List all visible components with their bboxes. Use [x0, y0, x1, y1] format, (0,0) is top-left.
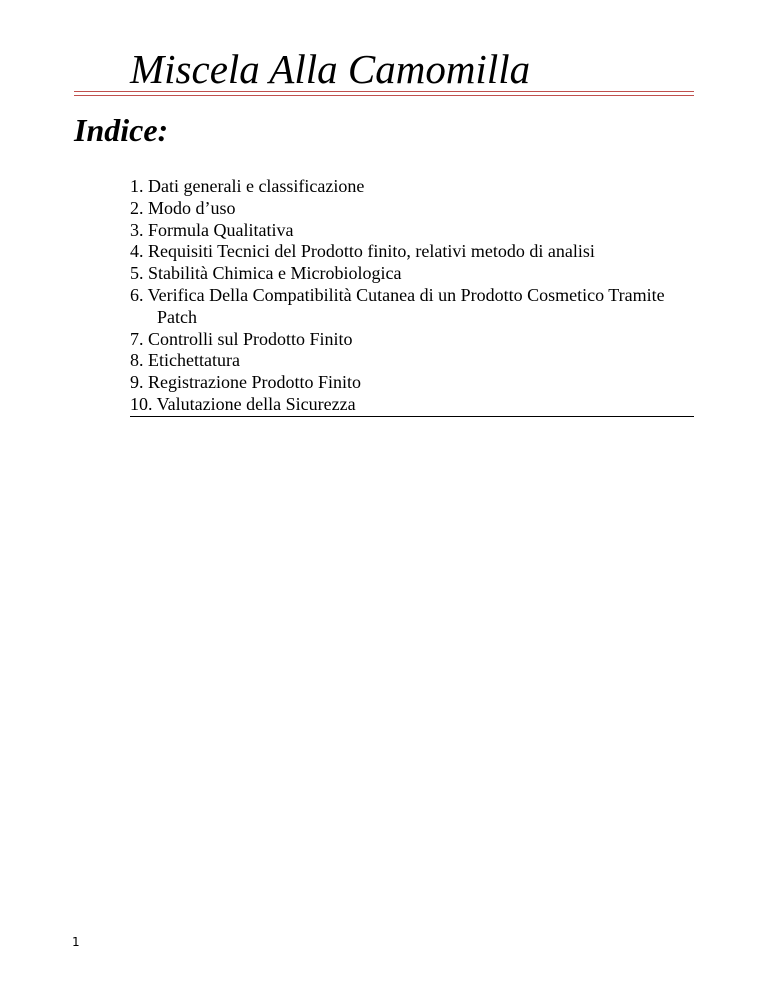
- toc-item: 9. Registrazione Prodotto Finito: [130, 372, 361, 393]
- toc-item: 3. Formula Qualitativa: [130, 219, 294, 240]
- title-divider: [74, 91, 694, 96]
- toc-item: 5. Stabilità Chimica e Microbiologica: [130, 263, 402, 284]
- toc-item: 1. Dati generali e classificazione: [130, 176, 365, 196]
- index-heading: Indice:: [74, 112, 169, 148]
- toc-item: 6. Verifica Della Compatibilità Cutanea di un Prodotto Cosmetico Tramite Patch: [130, 284, 665, 327]
- page-number: 1: [72, 935, 80, 949]
- table-of-contents: [130, 176, 694, 417]
- toc-item: 8. Etichettatura: [130, 350, 240, 371]
- toc-item: 4. Requisiti Tecnici del Prodotto finito, relativi metodo di analisi: [130, 241, 595, 262]
- toc-item: 7. Controlli sul Prodotto Finito: [130, 328, 353, 349]
- toc-item: 10. Valutazione della Sicurezza: [130, 393, 356, 414]
- document-title: Miscela Alla Camomilla: [130, 46, 531, 92]
- toc-item: 2. Modo d’uso: [130, 197, 236, 218]
